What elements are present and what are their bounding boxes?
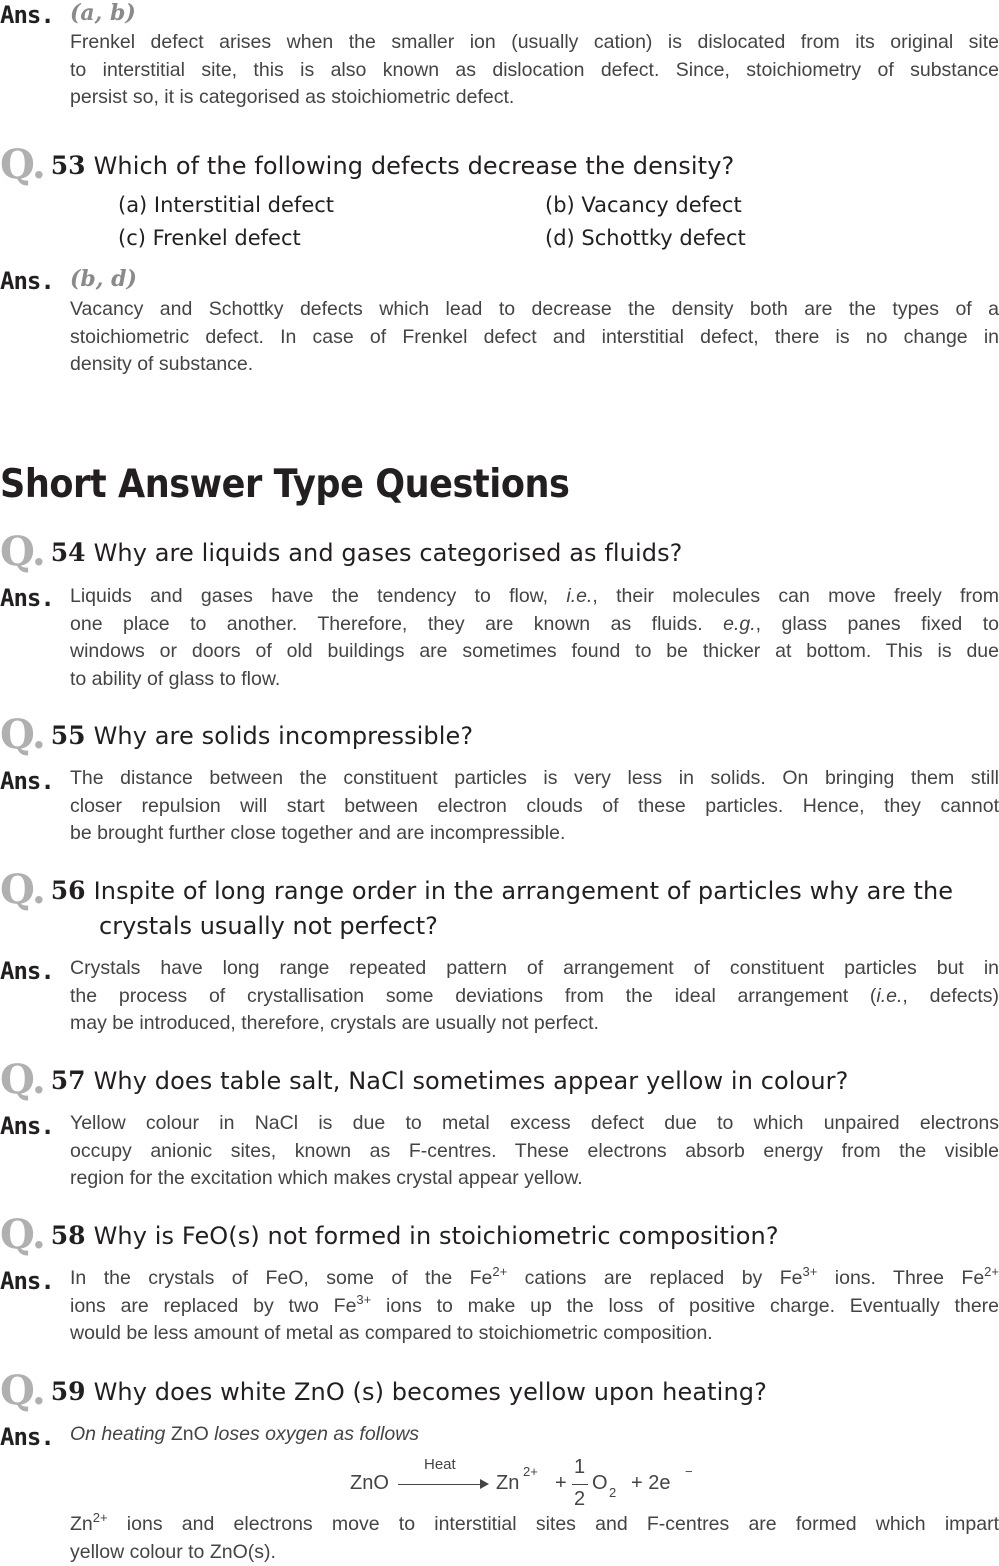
section-title: Short Answer Type Questions (0, 462, 569, 507)
text-run: ions are replaced by two Fe (70, 1295, 356, 1317)
text-line: Crystals have long range repeated pattern of arrangement of constituent particles but in (70, 955, 999, 983)
question-number: 55 (51, 721, 86, 750)
text-run: ZnO (165, 1423, 214, 1445)
eq-plus: + (555, 1472, 567, 1495)
fraction-bar (572, 1484, 588, 1485)
question-mark: Q. (0, 1367, 45, 1414)
text-line: The distance between the constituent particles is very less in solids. On bringing them still (70, 765, 999, 793)
question-54 (0, 535, 999, 570)
question-text: Which of the following defects decrease the density? (94, 152, 735, 180)
text-run: , their molecules can move freely from (592, 585, 999, 607)
answer-label: Ans. (0, 1268, 54, 1294)
text-run: ions to make up the loss of positive charge. Eventually there (371, 1295, 999, 1317)
question-mark: Q. (0, 711, 45, 758)
text-line: occupy anionic sites, known as F-centres. These electrons absorb energy from the visible (70, 1138, 999, 1166)
question-57 (0, 1063, 999, 1098)
italic-run: i.e. (876, 985, 902, 1007)
option-c: (c) Frenkel defect (118, 224, 301, 252)
answer-label: Ans. (0, 1424, 54, 1450)
question-text: Why are liquids and gases categorised as fluids? (94, 539, 683, 567)
text-line: to interstitial site, this is also known as dislocation defect. Since, stoichiometry of substance (70, 57, 999, 85)
text-run: ions. Three Fe (817, 1267, 984, 1289)
text-run: In the crystals of FeO, some of the Fe (70, 1267, 492, 1289)
option-a: (a) Interstitial defect (118, 191, 334, 219)
question-mark: Q. (0, 528, 45, 575)
text-run: ions and electrons move to interstitial sites and F-centres are formed which impart (108, 1513, 999, 1535)
answer-label: Ans. (0, 1113, 54, 1139)
text-line: closer repulsion will start between electron clouds of these particles. Hence, they cannot (70, 793, 999, 821)
question-58 (0, 1218, 999, 1253)
eq-reactant: ZnO (350, 1472, 389, 1495)
question-56 (0, 873, 999, 908)
option-d: (d) Schottky defect (545, 224, 746, 252)
question-mark: Q. (0, 1056, 45, 1103)
question-text: Inspite of long range order in the arrangement of particles why are the (94, 877, 954, 905)
answer-label: Ans. (0, 268, 54, 294)
text-line: windows or doors of old buildings are sometimes found to be thicker at bottom. This is due (70, 638, 999, 666)
question-number: 57 (51, 1066, 86, 1095)
eq-fraction-numerator: 1 (574, 1456, 585, 1479)
question-56-continued: crystals usually not perfect? (99, 909, 438, 943)
answer-label: Ans. (0, 958, 54, 984)
question-number: 54 (51, 538, 86, 567)
superscript: 2+ (492, 1264, 507, 1279)
answer-label: Ans. (0, 585, 54, 611)
question-53 (0, 148, 999, 183)
answer-options: (a, b) (70, 0, 136, 26)
text-line (70, 611, 999, 639)
answer-56-text (70, 955, 999, 1038)
italic-run: e.g. (723, 613, 756, 635)
answer-options: (b, d) (70, 266, 137, 292)
text-line (70, 983, 999, 1011)
question-number: 56 (51, 876, 86, 905)
answer-57-text (70, 1110, 999, 1193)
question-text: Why does white ZnO (s) becomes yellow upon heating? (94, 1378, 767, 1406)
text-run: , defects) (902, 985, 999, 1007)
text-run: one place to another. Therefore, they are known as fluids. (70, 613, 703, 635)
eq-fraction-denominator: 2 (574, 1488, 585, 1511)
answer-59-text (70, 1511, 999, 1566)
question-number: 53 (51, 151, 86, 180)
text-line: be brought further close together and are incompressible. (70, 820, 999, 848)
text-line: to ability of glass to flow. (70, 666, 999, 694)
eq-oxygen: O (592, 1472, 608, 1495)
superscript: 2+ (984, 1264, 999, 1279)
answer-58-text (70, 1265, 999, 1348)
eq-electrons: + 2e (631, 1472, 670, 1495)
text-line: Frenkel defect arises when the smaller ion (usually cation) is dislocated from its original site (70, 29, 999, 57)
text-line: would be less amount of metal as compared to stoichiometric composition. (70, 1320, 999, 1348)
italic-run: loses oxygen as follows (214, 1423, 419, 1445)
answer-53-text (70, 296, 999, 379)
text-line: persist so, it is categorised as stoichiometric defect. (70, 84, 999, 112)
question-text: Why are solids incompressible? (94, 722, 474, 750)
eq-condition: Heat (424, 1456, 456, 1473)
text-line: density of substance. (70, 351, 999, 379)
text-line: yellow colour to ZnO(s). (70, 1539, 999, 1566)
eq-charge: 2+ (523, 1464, 538, 1479)
answer-label: Ans. (0, 768, 54, 794)
reaction-arrow (398, 1484, 484, 1485)
question-number: 59 (51, 1377, 86, 1406)
answer-label: Ans. (0, 2, 54, 28)
text-run: cations are replaced by Fe (507, 1267, 802, 1289)
text-line (70, 1511, 999, 1539)
text-line: Vacancy and Schottky defects which lead to decrease the density both are the types of a (70, 296, 999, 324)
superscript: 3+ (803, 1264, 818, 1279)
text-run: the process of crystallisation some deviations from the ideal arrangement ( (70, 985, 876, 1007)
italic-run: i.e. (566, 585, 592, 607)
text-line (70, 1421, 999, 1449)
text-line: region for the excitation which makes crystal appear yellow. (70, 1165, 999, 1193)
text-run: Liquids and gases have the tendency to flow, (70, 585, 548, 607)
answer-59-intro (70, 1421, 999, 1449)
text-line (70, 583, 999, 611)
question-59 (0, 1374, 999, 1409)
text-line (70, 1265, 999, 1293)
italic-run: On heating (70, 1423, 165, 1445)
text-run: Zn (70, 1513, 93, 1535)
answer-55-text (70, 765, 999, 848)
eq-electron-charge: − (685, 1464, 693, 1479)
text-line: Yellow colour in NaCl is due to metal excess defect due to which unpaired electrons (70, 1110, 999, 1138)
question-mark: Q. (0, 141, 45, 188)
answer-54-text (70, 583, 999, 693)
superscript: 2+ (93, 1510, 108, 1525)
arrow-head (480, 1479, 489, 1489)
answer-52-text (70, 29, 999, 112)
question-text: Why is FeO(s) not formed in stoichiometric composition? (94, 1222, 779, 1250)
eq-product-zn: Zn (496, 1472, 519, 1495)
question-text: Why does table salt, NaCl sometimes appear yellow in colour? (94, 1067, 849, 1095)
question-number: 58 (51, 1221, 86, 1250)
text-line: may be introduced, therefore, crystals are usually not perfect. (70, 1010, 999, 1038)
question-55 (0, 718, 999, 753)
eq-oxygen-subscript: 2 (609, 1485, 616, 1500)
question-mark: Q. (0, 866, 45, 913)
text-run: , glass panes fixed to (756, 613, 999, 635)
text-line: stoichiometric defect. In case of Frenkel defect and interstitial defect, there is no change in (70, 324, 999, 352)
question-mark: Q. (0, 1211, 45, 1258)
option-b: (b) Vacancy defect (545, 191, 742, 219)
text-line (70, 1293, 999, 1321)
superscript: 3+ (356, 1292, 371, 1307)
